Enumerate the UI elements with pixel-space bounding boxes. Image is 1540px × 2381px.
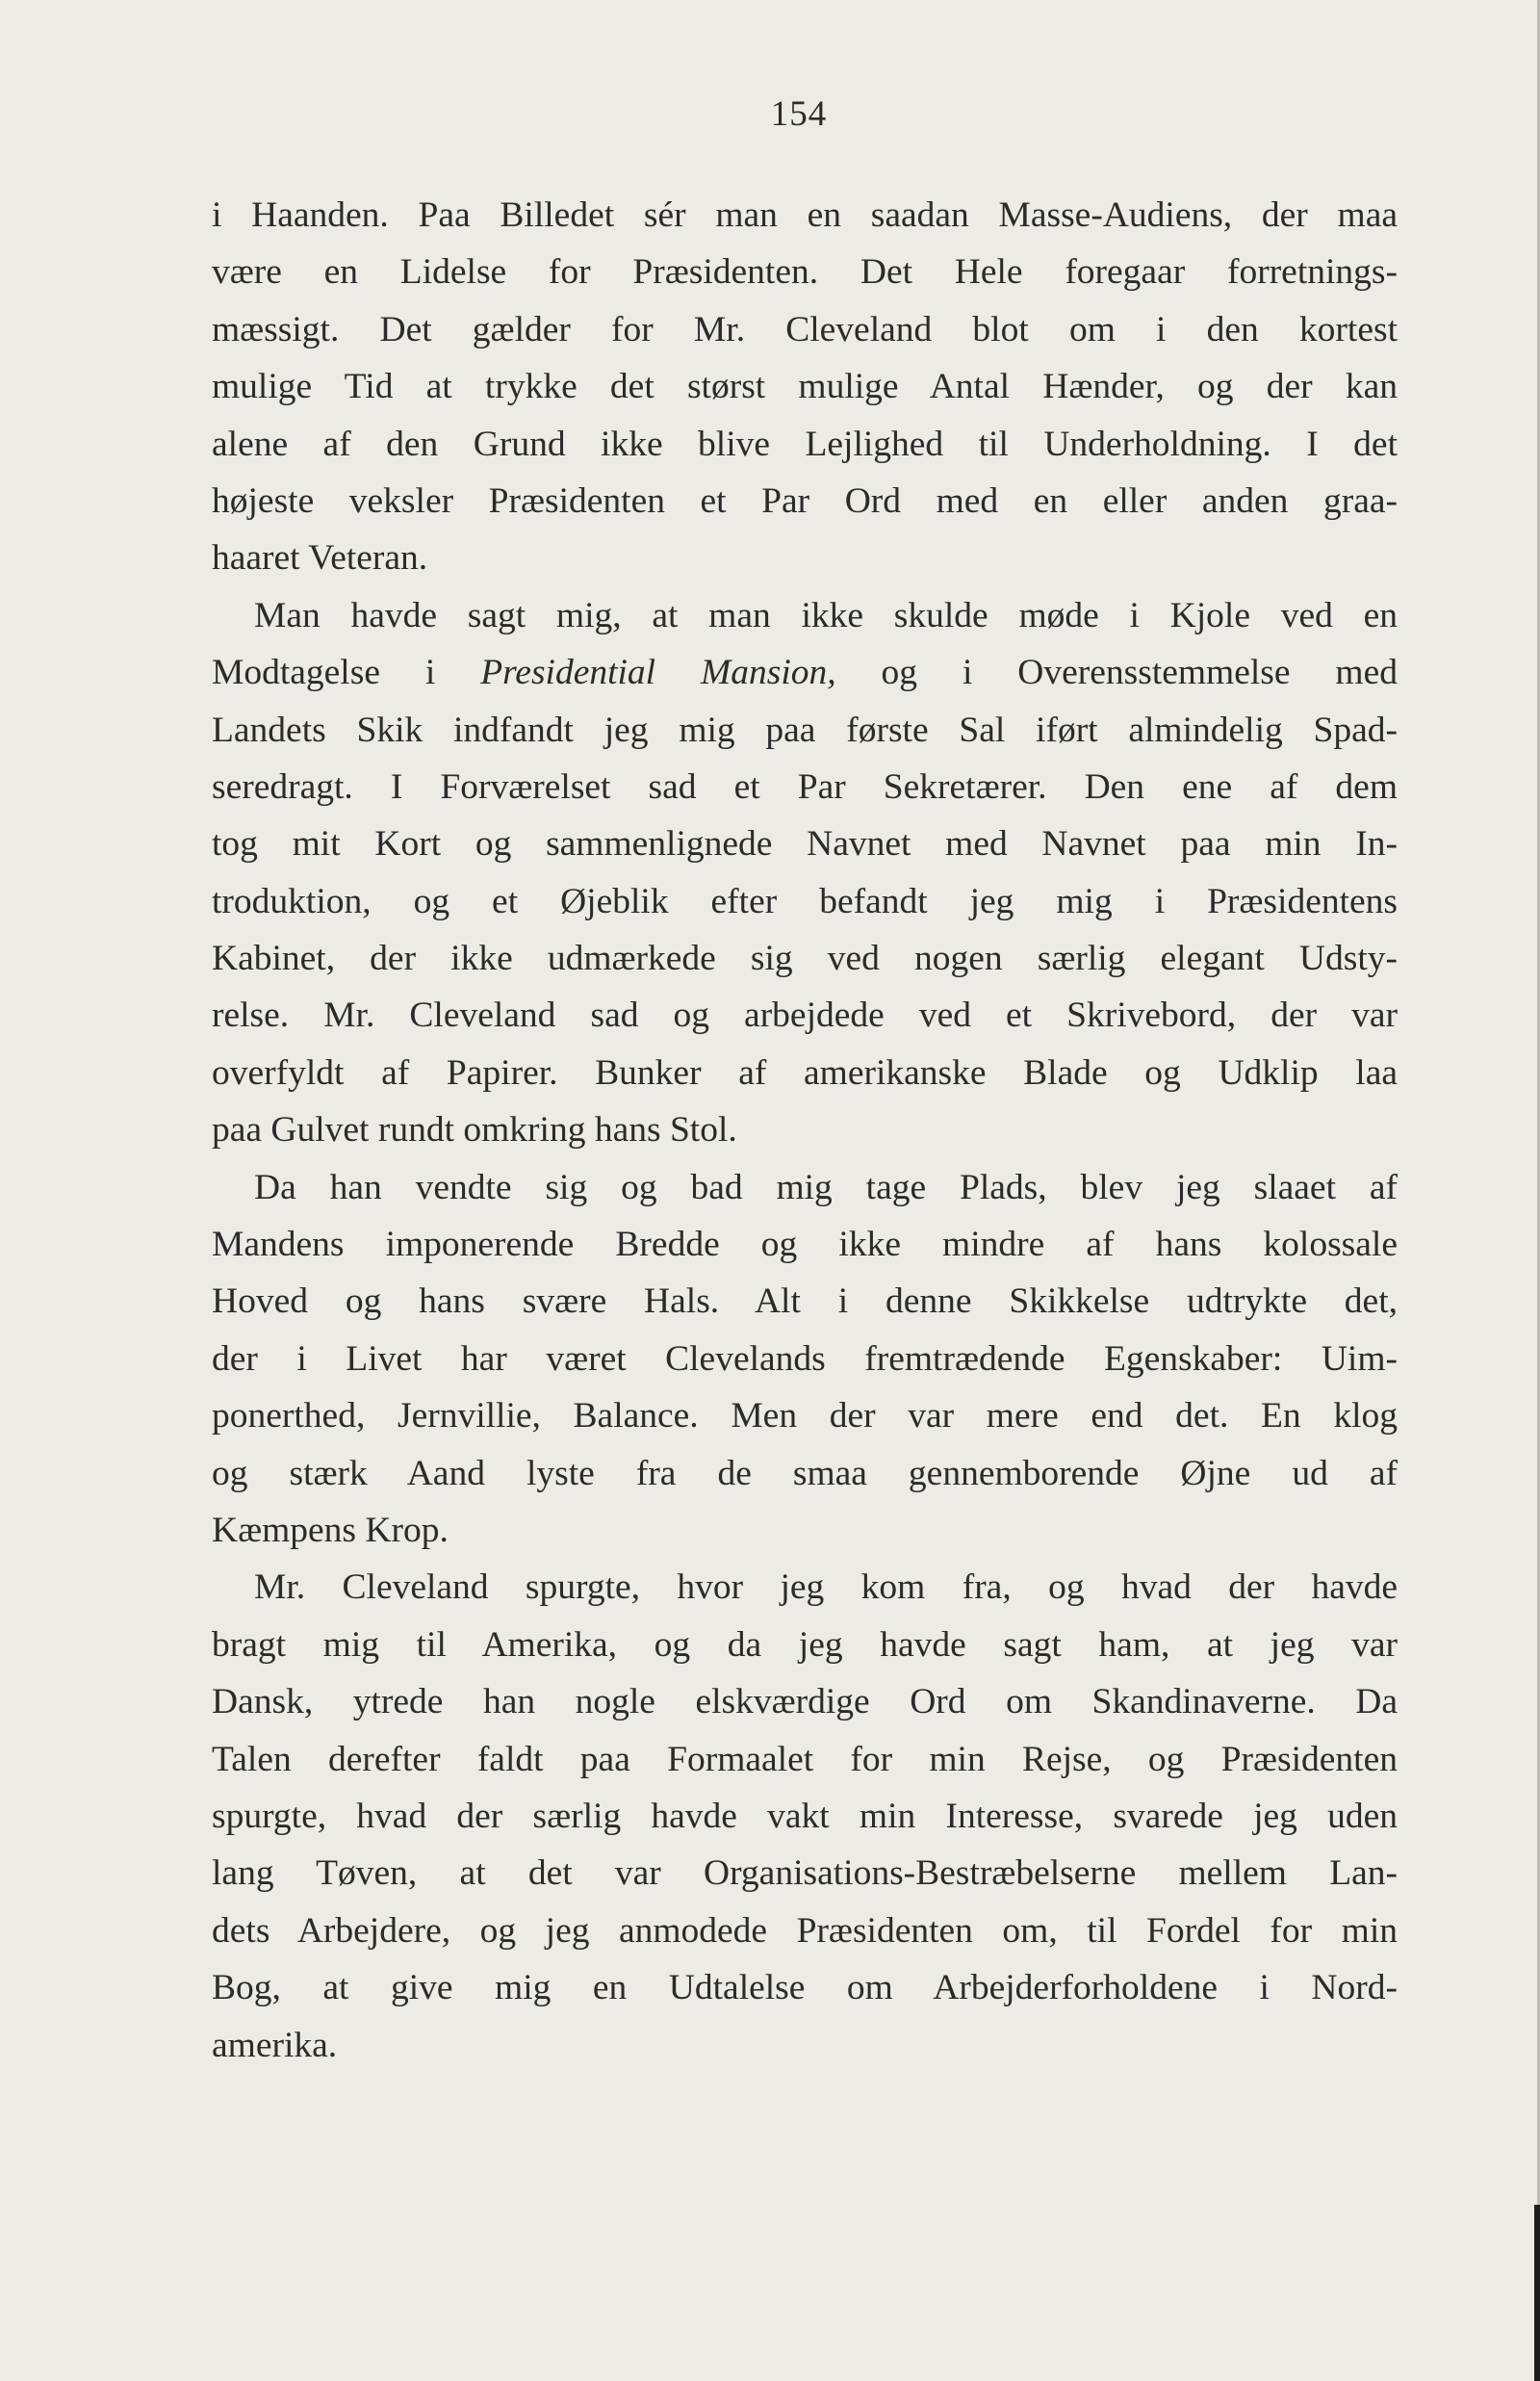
text-line: Hoved og hans svære Hals. Alt i denne Skikkelse udtrykte det, (212, 1281, 1398, 1322)
italic-text: Presidential Mansion, (480, 653, 836, 693)
text-line: tog mit Kort og sammenlignede Navnet med Navnet paa min In- (212, 824, 1398, 865)
text-line: Kabinet, der ikke udmærkede sig ved nogen særlig elegant Udsty- (212, 939, 1398, 979)
text-line: Talen derefter faldt paa Formaalet for min Rejse, og Præsidenten (212, 1739, 1398, 1779)
text-line: haaret Veteran. (212, 538, 428, 579)
text-line: paa Gulvet rundt omkring hans Stol. (212, 1110, 737, 1151)
text-line: seredragt. I Forværelset sad et Par Sekretærer. Den ene af dem (212, 766, 1398, 807)
text-line: Mr. Cleveland spurgte, hvor jeg kom fra, og hvad der havde (254, 1567, 1398, 1608)
text-line: troduktion, og et Øjeblik efter befandt jeg mig i Præsidentens (212, 881, 1398, 921)
text-line: mulige Tid at trykke det størst mulige Antal Hænder, og der kan (212, 367, 1398, 407)
page-edge-mark (1534, 2205, 1540, 2381)
text-line: alene af den Grund ikke blive Lejlighed til Underholdning. I det (212, 424, 1398, 464)
text-line: ponerthed, Jernvillie, Balance. Men der var mere end det. En klog (212, 1396, 1398, 1436)
text-line: og stærk Aand lyste fra de smaa gennemborende Øjne ud af (212, 1453, 1398, 1493)
text-line: mæssigt. Det gælder for Mr. Cleveland blot om i den kortest (212, 309, 1398, 349)
text-line: være en Lidelse for Præsidenten. Det Hele foregaar forretnings- (212, 252, 1398, 293)
text-line: amerika. (212, 2025, 338, 2065)
text-line: Kæmpens Krop. (212, 1510, 449, 1550)
text-line: der i Livet har været Clevelands fremtrædende Egenskaber: Uim- (212, 1338, 1398, 1379)
text-line: relse. Mr. Cleveland sad og arbejdede ved et Skrivebord, der var (212, 996, 1398, 1036)
text-line: Mandens imponerende Bredde og ikke mindre af hans kolossale (212, 1225, 1398, 1265)
page-number: 154 (770, 94, 828, 134)
text-line: bragt mig til Amerika, og da jeg havde sagt ham, at jeg var (212, 1624, 1398, 1665)
text-line: Landets Skik indfandt jeg mig paa første Sal iført almindelig Spad- (212, 710, 1398, 750)
text-line: overfyldt af Papirer. Bunker af amerikanske Blade og Udklip laa (212, 1052, 1398, 1093)
text-line: i Haanden. Paa Billedet sér man en saadan Masse-Audiens, der maa (212, 195, 1398, 235)
text-line: Bog, at give mig en Udtalelse om Arbejderforholdene i Nord- (212, 1968, 1398, 2008)
body-text (212, 187, 1398, 2074)
text-line: lang Tøven, at det var Organisations-Bestræbelserne mellem Lan- (212, 1853, 1398, 1894)
text-line: Dansk, ytrede han nogle elskværdige Ord om Skandinaverne. Da (212, 1682, 1398, 1722)
text-line: spurgte, hvad der særlig havde vakt min Interesse, svarede jeg uden (212, 1796, 1398, 1836)
text-line: højeste veksler Præsidenten et Par Ord med en eller anden graa- (212, 480, 1398, 521)
text-line: Modtagelse i Presidential Mansion, og i Overensstemmelse med (212, 653, 1398, 693)
text-line: Da han vendte sig og bad mig tage Plads, blev jeg slaaet af (254, 1167, 1398, 1207)
text-line: dets Arbejdere, og jeg anmodede Præsidenten om, til Fordel for min (212, 1910, 1398, 1951)
text-line: Man havde sagt mig, at man ikke skulde møde i Kjole ved en (254, 595, 1398, 635)
